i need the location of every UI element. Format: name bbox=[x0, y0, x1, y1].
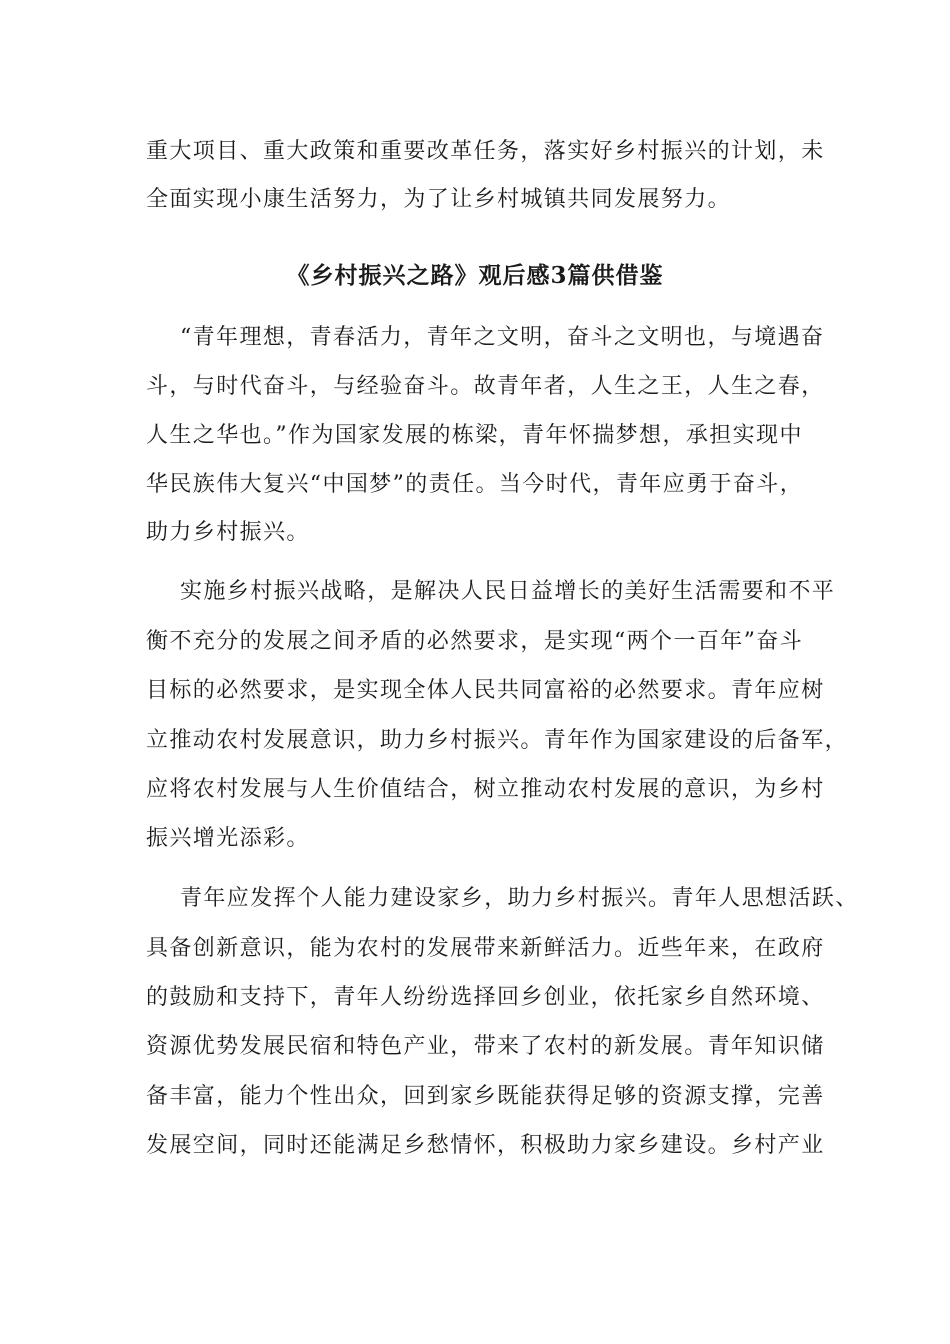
paragraph2-line: 实施乡村振兴战略，是解决人民日益增长的美好生活需要和不平 bbox=[180, 579, 836, 604]
paragraph1-line: “青年理想，青春活力，青年之文明，奋斗之文明也，与境遇奋 bbox=[180, 325, 825, 350]
intro-line: 全面实现小康生活努力，为了让乡村城镇共同发展努力。 bbox=[146, 187, 732, 212]
intro-line: 重大项目、重大政策和重要改革任务，落实好乡村振兴的计划，未 bbox=[146, 139, 825, 164]
paragraph2-line: 应将农村发展与人生价值结合，树立推动农村发展的意识，为乡村 bbox=[146, 777, 825, 802]
paragraph1-line: 华民族伟大复兴“中国梦”的责任。当今时代，青年应勇于奋斗， bbox=[146, 472, 804, 497]
paragraph2-line: 振兴增光添彩。 bbox=[146, 826, 310, 851]
paragraph3-line: 资源优势发展民宿和特色产业，带来了农村的新发展。青年知识储 bbox=[146, 1034, 825, 1059]
paragraph3-line: 发展空间，同时还能满足乡愁情怀，积极助力家乡建设。乡村产业 bbox=[146, 1133, 825, 1158]
paragraph1-line: 斗，与时代奋斗，与经验奋斗。故青年者，人生之王，人生之春， bbox=[146, 374, 825, 399]
paragraph3-line: 的鼓励和支持下，青年人纷纷选择回乡创业，依托家乡自然环境、 bbox=[146, 985, 825, 1010]
paragraph1-line: 人生之华也。”作为国家发展的栋梁，青年怀揣梦想，承担实现中 bbox=[146, 423, 803, 448]
paragraph2-line: 目标的必然要求，是实现全体人民共同富裕的必然要求。青年应树 bbox=[146, 678, 825, 703]
paragraph2-line: 立推动农村发展意识，助力乡村振兴。青年作为国家建设的后备军， bbox=[146, 728, 849, 753]
paragraph3-line: 具备创新意识，能为农村的发展带来新鲜活力。近些年来，在政府 bbox=[146, 936, 825, 961]
document-title: 《乡村振兴之路》观后感3篇供借鉴 bbox=[286, 262, 664, 289]
paragraph3-line: 青年应发挥个人能力建设家乡，助力乡村振兴。青年人思想活跃、 bbox=[180, 886, 859, 911]
paragraph1-line: 助力乡村振兴。 bbox=[146, 520, 310, 545]
paragraph3-line: 备丰富，能力个性出众，回到家乡既能获得足够的资源支撑，完善 bbox=[146, 1084, 825, 1109]
paragraph2-line: 衡不充分的发展之间矛盾的必然要求，是实现“两个一百年”奋斗 bbox=[146, 629, 804, 654]
